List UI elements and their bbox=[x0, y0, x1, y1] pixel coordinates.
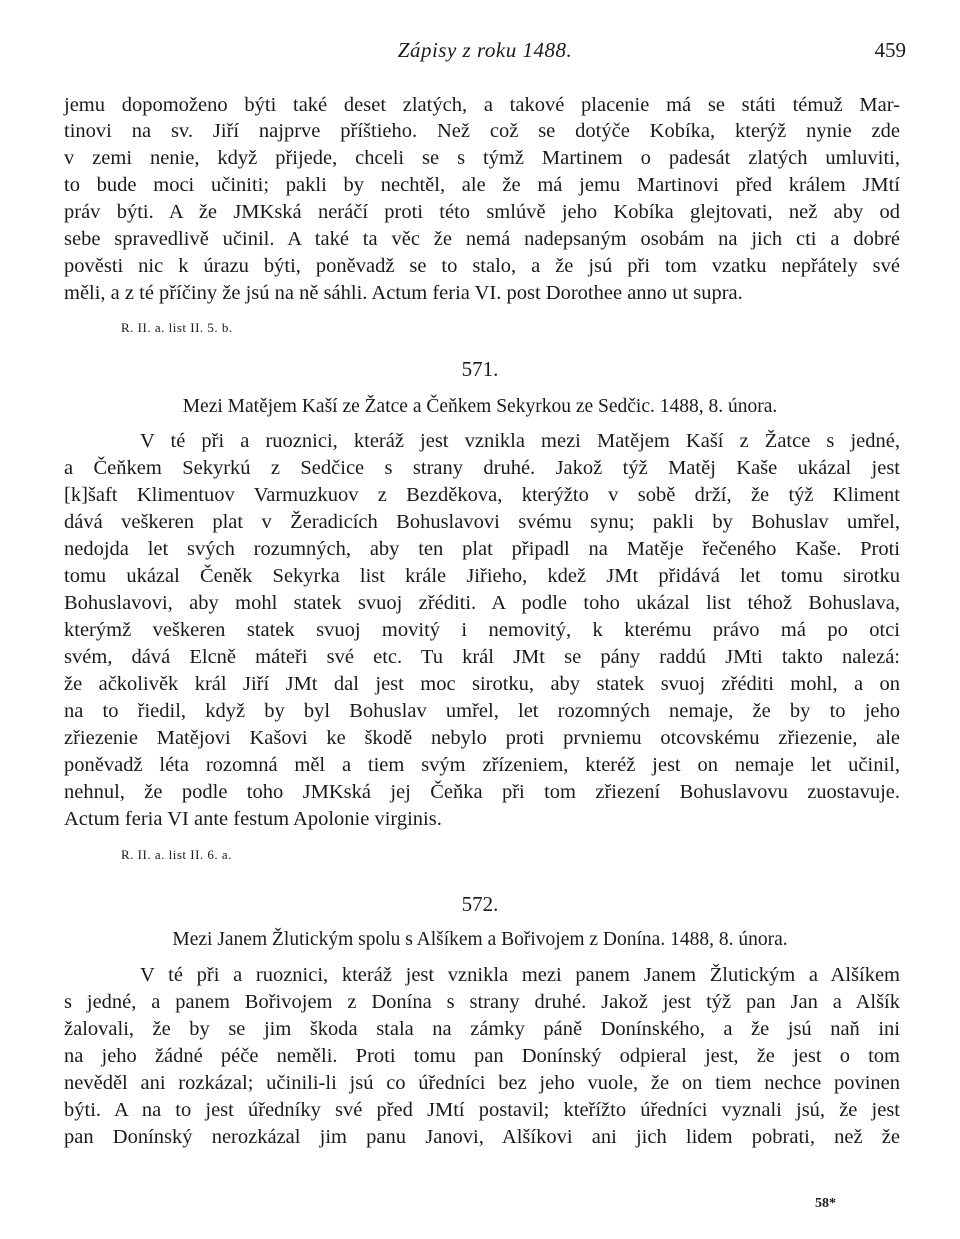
text-line: tomu ukázal Čeněk Sekyrka list krále Jiřieho, kdež JMt přidává let tomu sirotku bbox=[64, 565, 900, 587]
text-line: práv býti. A že JMKská neráčí proti této smlúvě jeho Kobíka glejtovati, než aby od bbox=[64, 201, 900, 223]
archival-reference: R. II. a. list II. 6. a. bbox=[121, 847, 232, 862]
text-line: to bude moci učiniti; pakli by nechtěl, ale že má jemu Martinovi před králem JMtí bbox=[64, 174, 900, 196]
text-line: V té při a ruoznici, kteráž jest vznikla mezi Matějem Kaší z Žatce s jedné, bbox=[140, 430, 900, 452]
text-line: jemu dopomoženo býti také deset zlatých, a takové placenie má se státi témuž Mar- bbox=[64, 94, 900, 116]
text-line: a Čeňkem Sekyrkú z Sedčice s strany druhé. Jakož týž Matěj Kaše ukázal jest bbox=[64, 457, 900, 479]
entry-regest: Mezi Matějem Kaší ze Žatce a Čeňkem Sekyrkou ze Sedčic. 1488, 8. února. bbox=[182, 396, 778, 417]
text-line: [k]šaft Klimentuov Varmuzkuov z Bezděkova, kterýžto v sobě drží, že týž Kliment bbox=[64, 484, 900, 506]
text-line: svém, dává Elcně máteři své etc. Tu král JMt se pány raddú JMti takto nalezá: bbox=[64, 646, 900, 668]
archival-reference: R. II. a. list II. 5. b. bbox=[121, 320, 233, 335]
page-header bbox=[64, 38, 906, 68]
text-line: žalovali, že by se jim škoda stala na zámky páně Donínského, a že jsú naň ini bbox=[64, 1018, 900, 1040]
entry-number: 571. bbox=[461, 357, 499, 381]
text-line: sebe spravedlivě učinil. A také ta věc že nemá nadepsaným osobám na jich cti a dobré bbox=[64, 228, 900, 250]
text-line: Actum feria VI ante festum Apolonie virginis. bbox=[64, 808, 442, 830]
running-title: Zápisy z roku 1488. bbox=[397, 38, 573, 62]
text-line: Bohuslavovi, aby mohl statek svuoj zřéditi. A podle toho ukázal list téhož Bohuslava, bbox=[64, 592, 900, 614]
text-line: kterýmž veškeren statek svuoj movitý i nemovitý, k kterému právo má po otci bbox=[64, 619, 900, 641]
text-line: býti. A na to jest úředníky své před JMtí postavil; kteřížto úředníci vyznali jsú, že jest bbox=[64, 1099, 900, 1121]
text-line: měli, a z té příčiny že jsú na ně sáhli. Actum feria VI. post Dorothee anno ut supra. bbox=[64, 282, 743, 304]
text-line: s jedné, a panem Bořivojem z Donína s strany druhé. Jakož jest týž pan Jan a Alšík bbox=[64, 991, 900, 1013]
text-line: pověsti nic k úrazu býti, poněvadž se to stalo, a že jsú při tom vzatku nepřátely své bbox=[64, 255, 900, 277]
entry-regest: Mezi Janem Žlutickým spolu s Alšíkem a Bořivojem z Donína. 1488, 8. února. bbox=[172, 929, 788, 950]
text-line: poněvadž léta rozomná měl a tiem svým zřízeniem, kteréž jest on nemaje let učinil, bbox=[64, 754, 900, 776]
text-line: pan Donínský nerozkázal jim panu Janovi, Alšíkovi ani jich lidem pobrati, než že bbox=[64, 1126, 900, 1148]
text-line: na to řiedil, když by byl Bohuslav umřel, let rozomných nemaje, že by to jeho bbox=[64, 700, 900, 722]
text-line: že ačkolivěk král Jiří JMt dal jest moc sirotku, aby statek svuoj zřéditi mohl, a on bbox=[64, 673, 900, 695]
text-line: nehnul, že podle toho JMKská jej Čeňka při tom zřiezení Bohuslavovu zuostavuje. bbox=[64, 781, 900, 803]
text-line: nevěděl ani rozkázal; učinili-li jsú co úředníci bez jeho vuole, že on tiem nechce povinen bbox=[64, 1072, 900, 1094]
text-line: nedojda let svých rozumných, aby ten plat připadl na Matěje řečeného Kaše. Proti bbox=[64, 538, 900, 560]
text-line: tinovi na sv. Jiří najprve příštieho. Než což se dotýče Kobíka, kterýž nynie zde bbox=[64, 120, 900, 142]
text-line: na jeho žádné péče neměli. Proti tomu pan Donínský odpieral jest, že jest o tom bbox=[64, 1045, 900, 1067]
text-line: v zemi nenie, když přijede, chceli se s týmž Martinem o padesát zlatých umluviti, bbox=[64, 147, 900, 169]
text-line: zřiezenie Matějovi Kašovi ke škodě nebylo proti prvniemu otcovskému zřiezenie, ale bbox=[64, 727, 900, 749]
entry-number: 572. bbox=[461, 892, 499, 916]
signature-mark: 58* bbox=[815, 1196, 836, 1211]
text-line: V té při a ruoznici, kteráž jest vznikla mezi panem Janem Žlutickým a Alšíkem bbox=[140, 964, 900, 986]
page-number: 459 bbox=[874, 38, 906, 62]
text-line: dává veškeren plat v Žeradicích Bohuslavovi svému synu; pakli by Bohuslav umřel, bbox=[64, 511, 900, 533]
